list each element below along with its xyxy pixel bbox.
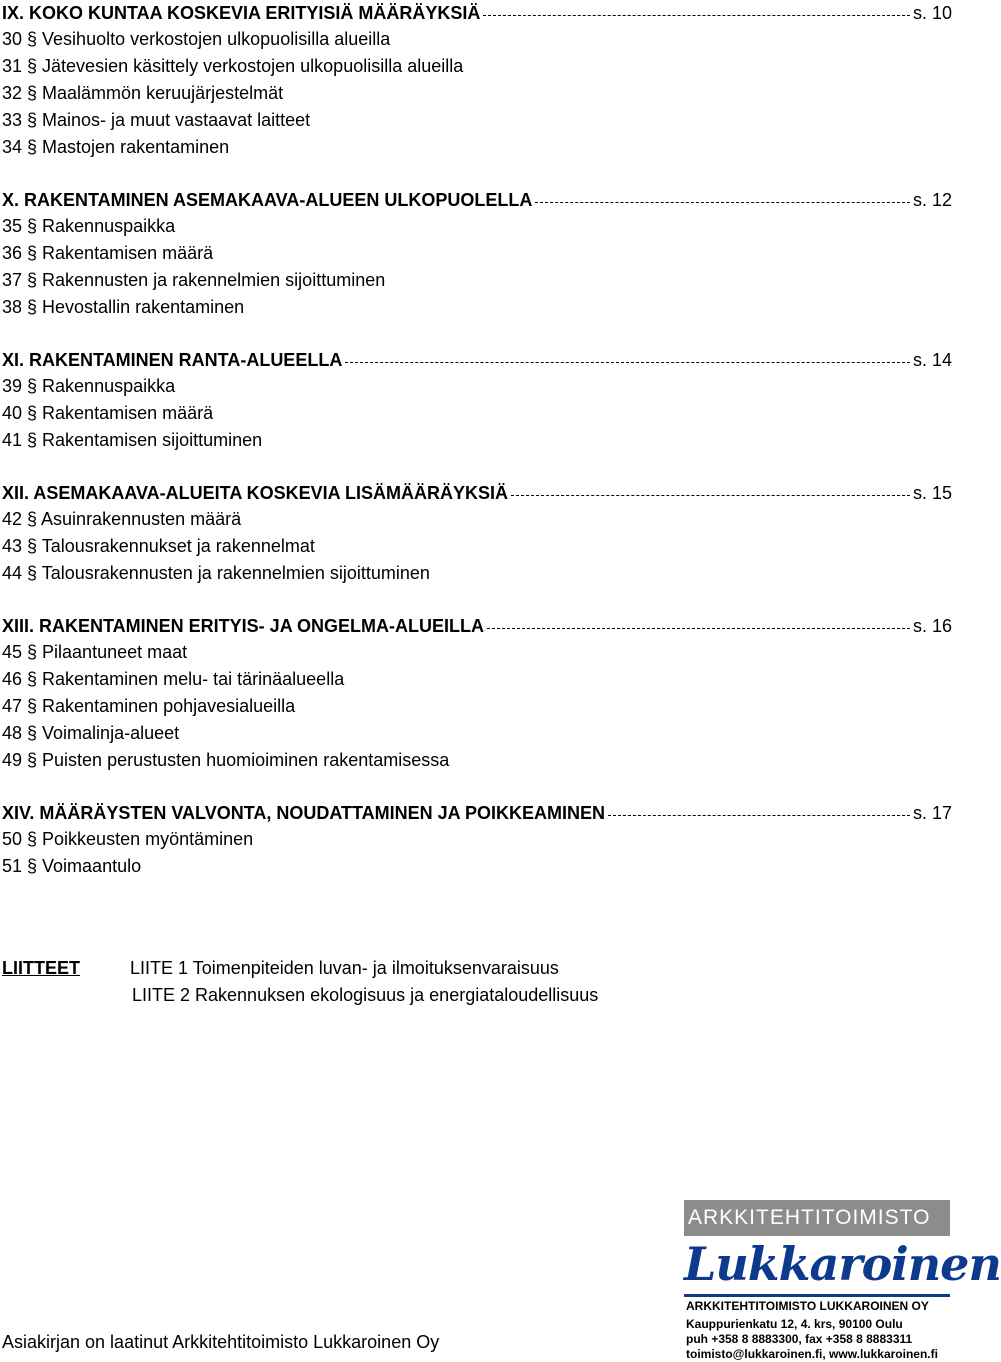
section-title: XIII. RAKENTAMINEN ERITYIS- JA ONGELMA-ALUEILLA [2,616,485,636]
toc-item: 35 § Rakennuspaikka [2,216,176,236]
toc-item: 31 § Jätevesien käsittely verkostojen ulkopuolisilla alueilla [2,56,464,76]
section-heading [2,613,952,639]
dotted-leader [487,628,910,629]
toc-item: 38 § Hevostallin rakentaminen [2,297,245,317]
toc-section [2,187,952,321]
toc-item: 46 § Rakentaminen melu- tai tärinäalueella [2,669,345,689]
logo-company-name: ARKKITEHTITOIMISTO LUKKAROINEN OY [686,1299,929,1313]
toc-section [2,0,952,161]
section-heading [2,187,952,213]
toc-item: 43 § Talousrakennukset ja rakennelmat [2,536,315,556]
toc-section [2,480,952,587]
toc-section [2,800,952,880]
toc-item: 42 § Asuinrakennusten määrä [2,509,242,529]
toc-item: 48 § Voimalinja-alueet [2,723,180,743]
toc-item: 50 § Poikkeusten myöntäminen [2,829,254,849]
toc-item: 34 § Mastojen rakentaminen [2,137,230,157]
section-heading [2,800,952,826]
page-number: s. 14 [912,350,952,370]
section-title: XIV. MÄÄRÄYSTEN VALVONTA, NOUDATTAMINEN JA POIKKEAMINEN [2,803,606,823]
dotted-leader [345,362,910,363]
logo-wordmark: Lukkaroinen [684,1237,1001,1291]
toc-item: 45 § Pilaantuneet maat [2,642,188,662]
address-line: Kauppurienkatu 12, 4. krs, 90100 Oulu [686,1317,903,1331]
toc-item: 47 § Rakentaminen pohjavesialueilla [2,696,296,716]
toc-item: 33 § Mainos- ja muut vastaavat laitteet [2,110,311,130]
appendix-item: LIITE 1 Toimenpiteiden luvan- ja ilmoituksenvaraisuus [130,958,559,978]
page-number: s. 15 [912,483,952,503]
logo-banner: ARKKITEHTITOIMISTO [684,1200,950,1236]
toc-item: 32 § Maalämmön keruujärjestelmät [2,83,284,103]
toc-item: 36 § Rakentamisen määrä [2,243,214,263]
toc-item: 44 § Talousrakennusten ja rakennelmien sijoittuminen [2,563,430,583]
toc-item: 40 § Rakentamisen määrä [2,403,214,423]
appendices-label: LIITTEET [2,958,80,978]
page-number: s. 12 [912,190,952,210]
page-number: s. 17 [912,803,952,823]
section-heading [2,347,952,373]
toc-item: 37 § Rakennusten ja rakennelmien sijoittuminen [2,270,386,290]
toc-section [2,347,952,454]
logo-divider [684,1294,950,1297]
toc-item: 49 § Puisten perustusten huomioiminen rakentamisessa [2,750,450,770]
dotted-leader [483,15,910,16]
section-title: IX. KOKO KUNTAA KOSKEVIA ERITYISIÄ MÄÄRÄYKSIÄ [2,3,481,23]
dotted-leader [511,495,910,496]
table-of-contents [2,0,952,906]
section-heading [2,480,952,506]
company-logo [684,1200,1001,1362]
toc-item: 51 § Voimaantulo [2,856,142,876]
toc-section [2,613,952,774]
appendix-item: LIITE 2 Rakennuksen ekologisuus ja energiataloudellisuus [132,985,599,1005]
toc-item: 41 § Rakentamisen sijoittuminen [2,430,263,450]
page-number: s. 10 [912,3,952,23]
dotted-leader [535,202,910,203]
section-heading [2,0,952,26]
logo-address [684,1317,950,1362]
toc-item: 39 § Rakennuspaikka [2,376,176,396]
section-title: X. RAKENTAMINEN ASEMAKAAVA-ALUEEN ULKOPUOLELLA [2,190,533,210]
address-line: toimisto@lukkaroinen.fi, www.lukkaroinen.fi [686,1347,938,1361]
toc-item: 30 § Vesihuolto verkostojen ulkopuolisilla alueilla [2,29,391,49]
page-number: s. 16 [912,616,952,636]
dotted-leader [608,815,910,816]
section-title: XII. ASEMAKAAVA-ALUEITA KOSKEVIA LISÄMÄÄRÄYKSIÄ [2,483,509,503]
section-title: XI. RAKENTAMINEN RANTA-ALUEELLA [2,350,343,370]
address-line: puh +358 8 8883300, fax +358 8 8883311 [686,1332,913,1346]
footer-credit: Asiakirjan on laatinut Arkkitehtitoimisto Lukkaroinen Oy [2,1332,440,1352]
